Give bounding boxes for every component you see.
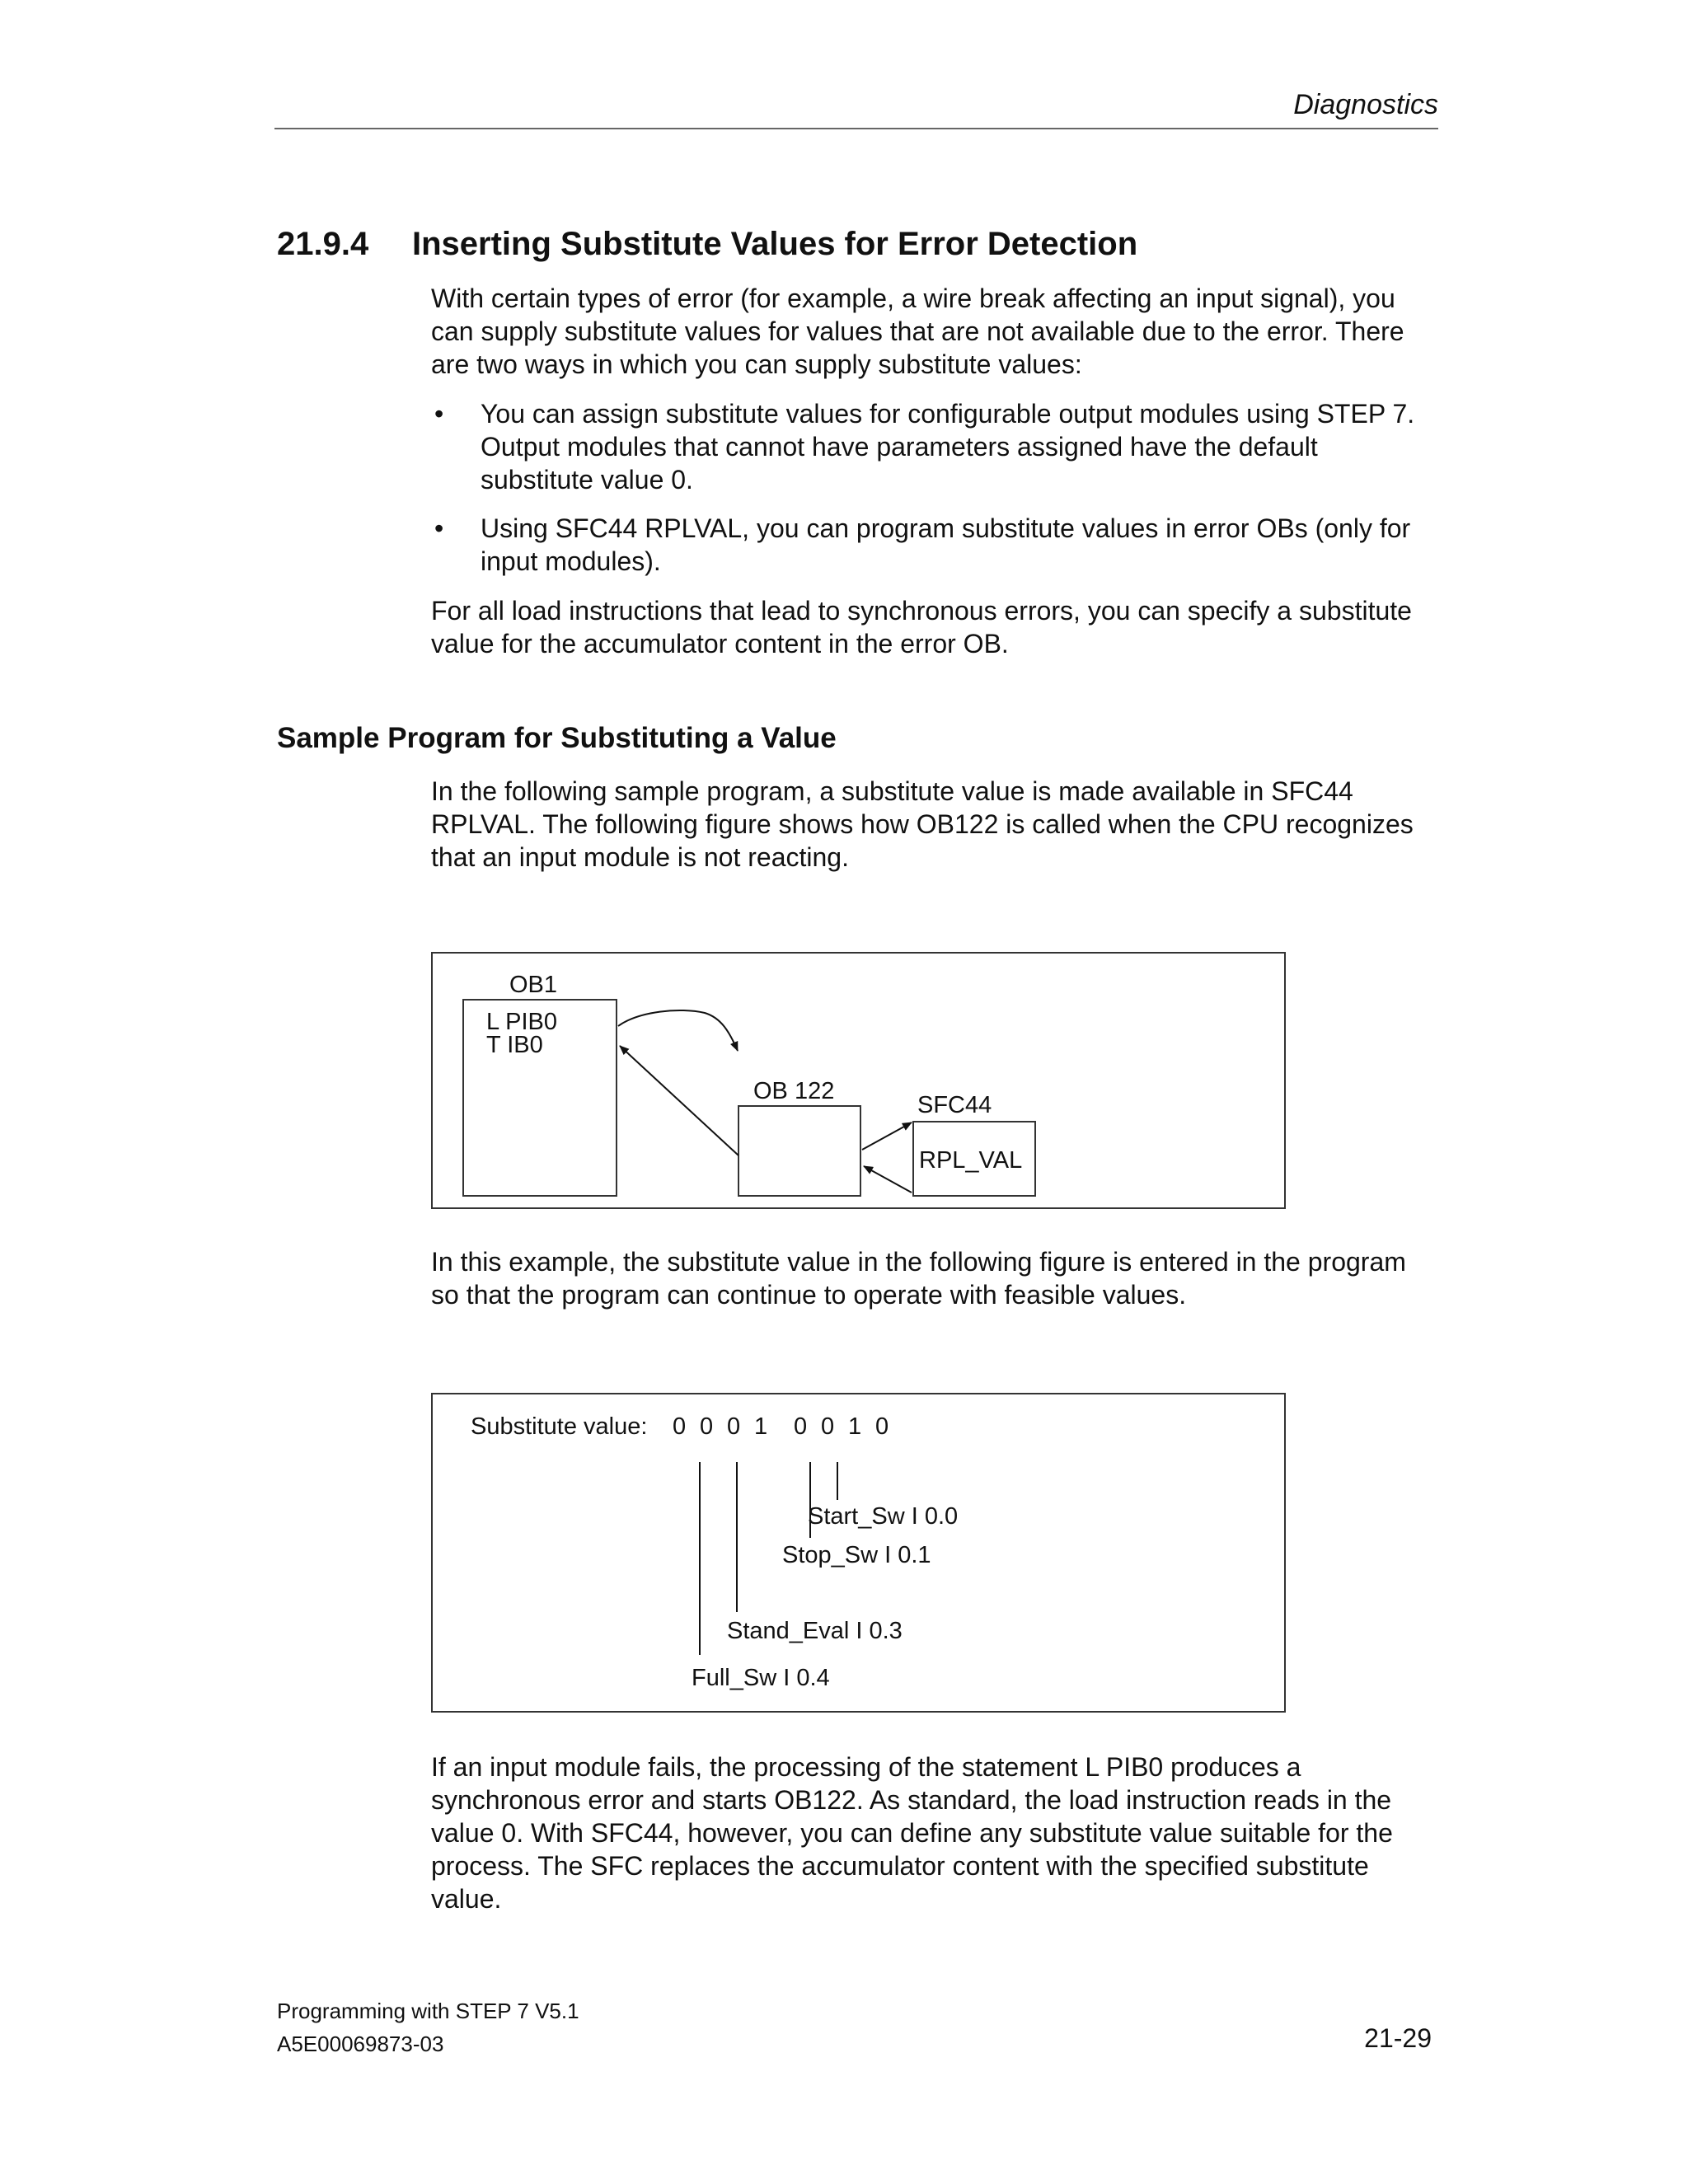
sample-heading: Sample Program for Substituting a Value xyxy=(277,722,837,754)
bit-digit: 0 xyxy=(875,1413,889,1440)
footer-title: Programming with STEP 7 V5.1 xyxy=(277,1999,579,2023)
bullet-dot: • xyxy=(434,513,444,543)
section-heading xyxy=(277,226,1137,263)
bullet-dot: • xyxy=(434,399,444,429)
after-figure2-paragraph: If an input module fails, the processing of the statement L PIB0 produces a synchronous error and starts OB122. As standard, the load instruction reads in the value 0. With SFC44, however, you can define any substitute value suitable for the process. The SFC replaces the accumulator content with the specified substitute value. xyxy=(431,1752,1393,1914)
bullet-item xyxy=(431,397,1437,496)
callout-stand: Stand_Eval I 0.3 xyxy=(727,1618,903,1644)
sfc44-label: SFC44 xyxy=(917,1092,992,1118)
sample-intro-paragraph: In the following sample program, a substitute value is made available in SFC44 RPLVAL. The following figure shows how OB122 is called when the CPU recognizes that an input module is not reacting. xyxy=(431,776,1414,872)
section-title: Inserting Substitute Values for Error Detection xyxy=(412,226,1138,262)
footer xyxy=(277,1994,579,2060)
callout-full: Full_Sw I 0.4 xyxy=(692,1665,830,1691)
bullet-text: Using SFC44 RPLVAL, you can program substitute values in error OBs (only for input modules). xyxy=(481,513,1411,576)
bit-digit: 1 xyxy=(848,1413,862,1440)
ob1-line2: T IB0 xyxy=(486,1032,543,1058)
ob1-line1: L PIB0 xyxy=(486,1009,557,1035)
sfc-call-arrow xyxy=(862,1122,912,1150)
section-number: 21.9.4 xyxy=(277,226,369,262)
bit-digit: 1 xyxy=(754,1413,768,1440)
ob1-label: OB1 xyxy=(509,972,558,998)
bit-digit: 0 xyxy=(673,1413,687,1440)
substitute-value-label: Substitute value: xyxy=(471,1413,648,1440)
bit-digit: 0 xyxy=(727,1413,741,1440)
ob-call-diagram-svg xyxy=(433,954,1287,1211)
closing-paragraph: For all load instructions that lead to synchronous errors, you can specify a substitute value for the accumulator content in the error OB. xyxy=(431,596,1412,658)
header-rule xyxy=(274,128,1438,129)
footer-order-number: A5E00069873-03 xyxy=(277,2032,444,2056)
return-arrow xyxy=(620,1046,738,1155)
ob122-box xyxy=(738,1106,860,1196)
ob122-label: OB 122 xyxy=(753,1078,835,1104)
bullet-text: You can assign substitute values for configurable output modules using STEP 7. Output modules that cannot have parameters assigned have the default substitute value 0. xyxy=(481,399,1415,494)
substitute-value-svg xyxy=(433,1394,1287,1714)
sfc-return-arrow xyxy=(864,1166,912,1193)
intro-paragraph: With certain types of error (for example, a wire break affecting an input signal), you can supply substitute values for values that are not available due to the error. There are two ways in which you can supply substitute values: xyxy=(431,284,1404,379)
call-arrow xyxy=(618,1010,738,1051)
ob-call-diagram xyxy=(431,952,1286,1209)
bullet-list xyxy=(431,397,1437,593)
page-number: 21-29 xyxy=(1364,2023,1432,2053)
bit-digit: 0 xyxy=(700,1413,714,1440)
callout-start: Start_Sw I 0.0 xyxy=(808,1503,959,1530)
bit-digit: 0 xyxy=(821,1413,835,1440)
callout-stop: Stop_Sw I 0.1 xyxy=(782,1542,931,1568)
substitute-value-diagram xyxy=(431,1393,1286,1713)
running-header: Diagnostics xyxy=(1293,89,1438,120)
rplval-label: RPL_VAL xyxy=(919,1147,1023,1174)
after-figure1-paragraph: In this example, the substitute value in the following figure is entered in the program so that the program can continue to operate with feasible values. xyxy=(431,1247,1406,1310)
bit-digit: 0 xyxy=(794,1413,808,1440)
bullet-item xyxy=(431,512,1437,578)
